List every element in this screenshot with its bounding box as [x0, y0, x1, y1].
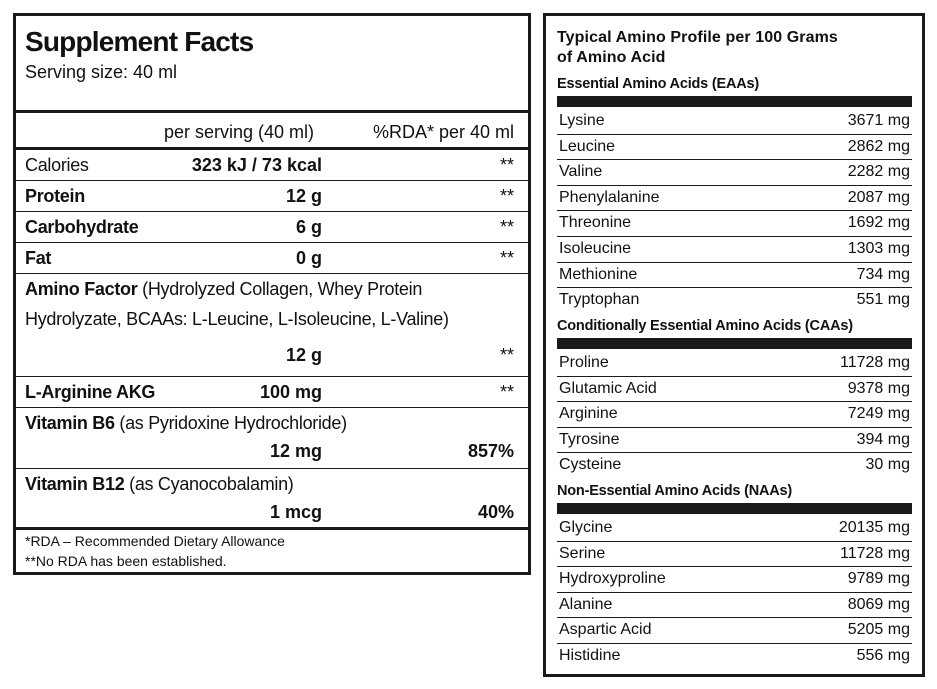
row-amino-factor [16, 274, 528, 377]
vitamin-b12-label: Vitamin B12 [25, 474, 125, 494]
naa-divider [557, 503, 912, 514]
row-vitamin-b6 [16, 408, 528, 469]
supplement-facts-header [16, 16, 528, 113]
amino-row [557, 211, 912, 237]
amino-name: Aspartic Acid [559, 621, 652, 639]
row-value: 323 kJ / 73 kcal [191, 155, 322, 175]
amino-name: Hydroxyproline [559, 570, 666, 588]
amino-value: 556 mg [856, 647, 910, 664]
amino-row [557, 237, 912, 263]
amino-name: Glycine [559, 519, 613, 536]
amino-row [557, 377, 912, 403]
amino-name: Histidine [559, 647, 621, 664]
amino-row [557, 351, 912, 377]
amino-value: 30 mg [865, 456, 910, 474]
row-fat [16, 243, 528, 274]
vitamin-b12-line [25, 469, 294, 499]
amino-value: 8069 mg [847, 595, 910, 613]
eaa-heading: Essential Amino Acids (EAAs) [557, 76, 760, 92]
amino-name: Glutamic Acid [559, 379, 657, 397]
per-serving-header: per serving (40 ml) [164, 122, 315, 142]
amino-factor-desc2: Hydrolyzate, BCAAs: L-Leucine, L-Isoleucine, L-Valine) [25, 309, 449, 329]
amino-factor-desc1: (Hydrolyzed Collagen, Whey Protein [142, 279, 423, 299]
caa-divider [557, 338, 912, 349]
amino-name: Methionine [559, 265, 638, 283]
amino-row [557, 516, 912, 542]
row-rda: ** [499, 186, 514, 206]
amino-row [557, 644, 912, 670]
amino-name: Arginine [559, 405, 618, 423]
footnote-no-rda: **No RDA has been established. [25, 553, 227, 569]
amino-row [557, 186, 912, 212]
row-value: 12 g [285, 345, 322, 365]
vitamin-b6-label: Vitamin B6 [25, 413, 115, 433]
row-arginine-akg [16, 377, 528, 408]
row-vitamin-b12 [16, 469, 528, 530]
serving-size: Serving size: 40 ml [25, 62, 178, 82]
row-rda: 857% [467, 441, 514, 461]
row-protein [16, 181, 528, 212]
row-rda: ** [499, 155, 514, 175]
amino-name: Isoleucine [559, 240, 632, 257]
amino-row [557, 618, 912, 644]
row-rda: ** [499, 248, 514, 268]
amino-value: 7249 mg [847, 405, 910, 423]
eaa-divider [557, 96, 912, 107]
row-value: 0 g [295, 248, 322, 268]
amino-name: Alanine [559, 595, 613, 613]
row-value: 12 g [285, 186, 322, 206]
row-label: Calories [25, 155, 89, 175]
row-carbohydrate [16, 212, 528, 243]
supplement-facts-title: Supplement Facts [25, 26, 254, 57]
amino-value: 9789 mg [847, 570, 910, 588]
amino-row [557, 135, 912, 161]
amino-row [557, 160, 912, 186]
row-label: Carbohydrate [25, 217, 139, 237]
amino-factor-line1 [25, 274, 422, 304]
amino-value: 734 mg [856, 265, 910, 283]
amino-name: Cysteine [559, 456, 622, 474]
amino-value: 1692 mg [847, 214, 910, 232]
amino-row [557, 288, 912, 314]
supplement-facts-panel [13, 13, 531, 575]
row-label: Fat [25, 248, 52, 268]
amino-name: Tryptophan [559, 291, 640, 309]
amino-row [557, 109, 912, 135]
amino-value: 11728 mg [840, 544, 910, 562]
amino-value: 2282 mg [847, 163, 910, 181]
amino-value: 394 mg [856, 430, 910, 448]
amino-name: Threonine [559, 214, 632, 232]
amino-name: Tyrosine [559, 430, 620, 448]
amino-profile-title-line2: of Amino Acid [557, 49, 666, 66]
amino-row [557, 593, 912, 619]
row-label: L-Arginine AKG [25, 382, 156, 402]
amino-factor-label: Amino Factor [25, 279, 138, 299]
vitamin-b6-desc: (as Pyridoxine Hydrochloride) [119, 413, 347, 433]
row-value: 100 mg [259, 382, 322, 402]
amino-value: 11728 mg [840, 354, 910, 371]
vitamin-b6-line [25, 408, 347, 438]
vitamin-b12-desc: (as Cyanocobalamin) [129, 474, 294, 494]
column-headers [16, 113, 528, 150]
amino-row [557, 263, 912, 289]
amino-row [557, 428, 912, 454]
caa-heading: Conditionally Essential Amino Acids (CAAs) [557, 318, 853, 334]
amino-name: Phenylalanine [559, 188, 660, 206]
amino-value: 9378 mg [847, 379, 910, 397]
amino-row [557, 567, 912, 593]
amino-value: 3671 mg [847, 112, 910, 129]
amino-value: 2087 mg [847, 188, 910, 206]
amino-profile-title-line1: Typical Amino Profile per 100 Grams [557, 29, 838, 46]
amino-profile-panel [543, 13, 925, 677]
row-calories [16, 150, 528, 181]
amino-profile-title [557, 28, 917, 68]
row-value: 12 mg [269, 441, 322, 461]
amino-name: Valine [559, 163, 603, 181]
amino-value: 5205 mg [847, 621, 910, 639]
row-value: 1 mcg [269, 502, 322, 522]
amino-value: 2862 mg [847, 137, 910, 155]
amino-name: Proline [559, 354, 609, 371]
amino-name: Lysine [559, 112, 605, 129]
row-rda: ** [499, 382, 514, 402]
row-rda: 40% [477, 502, 514, 522]
amino-value: 20135 mg [838, 519, 910, 536]
row-rda: ** [499, 345, 514, 365]
row-label: Protein [25, 186, 85, 206]
row-rda: ** [499, 217, 514, 237]
amino-value: 1303 mg [847, 240, 910, 257]
amino-name: Serine [559, 544, 606, 562]
naa-heading: Non-Essential Amino Acids (NAAs) [557, 483, 793, 499]
rda-header: %RDA* per 40 ml [372, 122, 514, 142]
amino-row [557, 402, 912, 428]
amino-row [557, 453, 912, 479]
row-value: 6 g [295, 217, 322, 237]
amino-row [557, 542, 912, 568]
footnote-rda: *RDA – Recommended Dietary Allowance [25, 533, 285, 549]
amino-value: 551 mg [856, 291, 910, 309]
amino-name: Leucine [559, 137, 616, 155]
